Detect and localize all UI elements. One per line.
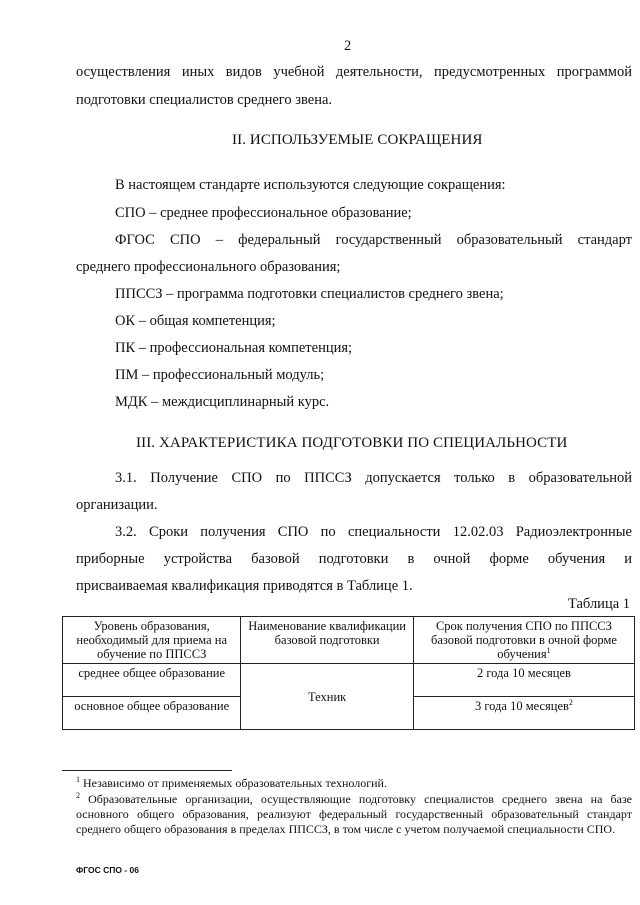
table-header-row [63,617,635,664]
table-caption: Таблица 1 [568,596,631,612]
section-2-lead: В настоящем стандарте используются следующие сокращения: [115,177,506,193]
para-3-1-line-1: 3.1. Получение СПО по ППССЗ допускается только в образовательной [115,470,632,486]
table-cell-term: 2 года 10 месяцев [413,664,634,697]
footnote-2: $^2$ Образовательные организации, осуществляющие подготовку специалистов среднего звена на базе основного общего образования, реализуют федеральный государственный образовательный стандарт среднего общего образования в пределах ППССЗ, в том числе с учетом получаемой специальности СПО. [76,791,633,836]
para-3-1-line-2: организации. [76,497,158,513]
footnote-ref-1: 1 [546,645,551,655]
intro-line-1: осуществления иных видов учебной деятельности, предусмотренных программой [76,64,632,80]
abbr-spo: СПО – среднее профессиональное образование; [115,205,412,221]
table-header-term: Срок получения СПО по ППССЗ базовой подготовки в очной форме обучения$^1$ [413,617,634,664]
para-3-2-line-2: приборные устройства базовой подготовки в очной форме обучения и [76,551,632,567]
page-number: 2 [344,38,352,54]
table-1 [62,616,635,730]
abbr-ppssz: ППССЗ – программа подготовки специалистов среднего звена; [115,286,504,302]
para-3-2-line-3: присваиваемая квалификация приводятся в Таблице 1. [76,578,413,594]
table-cell-level: основное общее образование [63,697,241,730]
footnote-separator [62,770,232,771]
footnote-1: $^1$ Независимо от применяемых образовательных технологий. [76,775,387,790]
abbr-fgos-line-1: ФГОС СПО – федеральный государственный образовательный стандарт [115,232,632,248]
intro-line-2: подготовки специалистов среднего звена. [76,92,333,108]
abbr-pm: ПМ – профессиональный модуль; [115,367,325,383]
abbr-ok: ОК – общая компетенция; [115,313,276,329]
section-3-title: III. ХАРАКТЕРИСТИКА ПОДГОТОВКИ ПО СПЕЦИАЛЬНОСТИ [136,435,568,451]
table-cell-qualification: Техник [241,664,413,730]
abbr-pk: ПК – профессиональная компетенция; [115,340,353,356]
footnote-ref-2: 2 [568,697,573,707]
table-cell-term: 3 года 10 месяцев$^2$ [413,697,634,730]
table-header-level: Уровень образования, необходимый для приема на обучение по ППССЗ [63,617,241,664]
section-2-title: II. ИСПОЛЬЗУЕМЫЕ СОКРАЩЕНИЯ [232,132,483,148]
table-cell-level: среднее общее образование [63,664,241,697]
table-row [63,664,635,697]
table-header-qualification: Наименование квалификации базовой подготовки [241,617,413,664]
abbr-mdk: МДК – междисциплинарный курс. [115,394,330,410]
para-3-2-line-1: 3.2. Сроки получения СПО по специальности 12.02.03 Радиоэлектронные [115,524,632,540]
abbr-fgos-line-2: среднего профессионального образования; [76,259,341,275]
footer-code: ФГОС СПО - 06 [76,865,139,875]
